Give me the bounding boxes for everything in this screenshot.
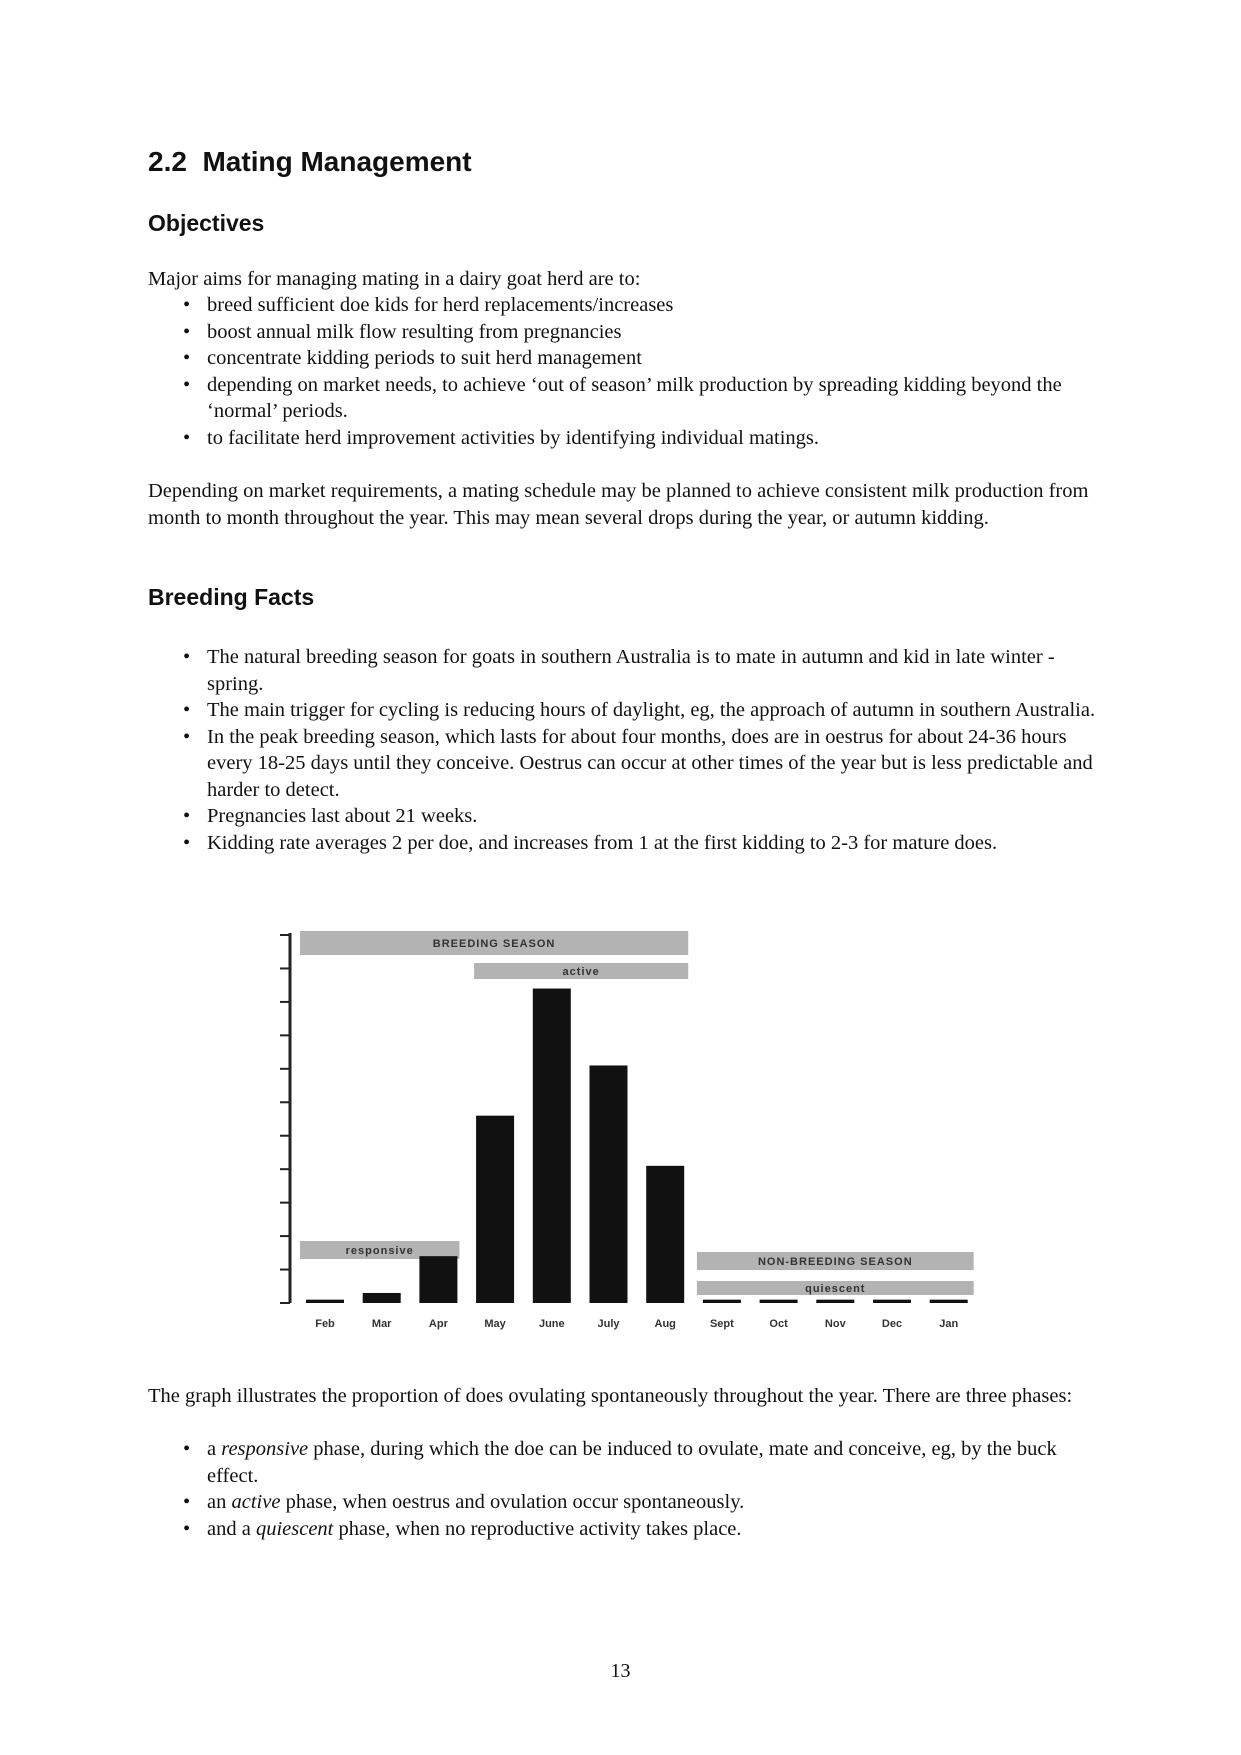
- bullet-icon: •: [183, 1438, 191, 1460]
- x-tick-label: July: [597, 1318, 620, 1330]
- objectives-intro: Major aims for managing mating in a dairy goat herd are to:: [148, 268, 641, 290]
- list-item: • The natural breeding season for goats in southern Australia is to mate in autumn and kid in late winter - spring.: [183, 646, 1055, 695]
- annotation-label: responsive: [345, 1245, 414, 1257]
- breeding-facts-list: [148, 644, 1108, 856]
- bar: [873, 1300, 911, 1303]
- bullet-icon: •: [183, 805, 191, 827]
- x-tick-label: Mar: [371, 1318, 392, 1330]
- x-tick-label: Nov: [824, 1318, 846, 1330]
- objectives-paragraph: Depending on market requirements, a mating schedule may be planned to achieve consistent milk production from month to month throughout the year. This may mean several drops during the year, or autumn kidding.: [148, 480, 1089, 529]
- list-item: • concentrate kidding periods to suit herd management: [148, 345, 1108, 372]
- bullet-icon: •: [183, 373, 191, 396]
- graph-intro: The graph illustrates the proportion of does ovulating spontaneously throughout the year. There are three phases:: [148, 1385, 1073, 1407]
- page-number: 13: [610, 1660, 631, 1682]
- bullet-icon: •: [183, 646, 191, 668]
- x-tick-label: May: [484, 1318, 506, 1330]
- phase-term: responsive: [221, 1438, 309, 1460]
- x-tick-label: Sept: [709, 1318, 734, 1330]
- bullet-icon: •: [183, 320, 191, 343]
- list-item: • to facilitate herd improvement activities by identifying individual matings.: [148, 425, 1108, 452]
- list-item: • and a quiescent phase, when no reproductive activity takes place.: [148, 1516, 1108, 1543]
- phase-term: quiescent: [255, 1517, 334, 1540]
- bullet-icon: •: [183, 347, 191, 369]
- bullet-icon: •: [183, 1517, 191, 1540]
- list-item: • depending on market needs, to achieve ‘out of season’ milk production by spreading kidding beyond the ‘normal’ periods.: [183, 373, 1062, 422]
- phase-term: active: [231, 1491, 281, 1513]
- bar: [306, 1300, 344, 1303]
- bar: [533, 989, 571, 1303]
- x-tick-label: June: [538, 1318, 565, 1330]
- bar: [930, 1300, 968, 1303]
- bullet-icon: •: [183, 294, 191, 316]
- section-title: 2.2 Mating Management: [148, 146, 472, 177]
- annotation-label: NON-BREEDING SEASON: [757, 1256, 913, 1268]
- annotation-label: quiescent: [805, 1283, 866, 1295]
- list-item: • an active phase, when oestrus and ovulation occur spontaneously.: [148, 1489, 1108, 1516]
- bar: [363, 1293, 401, 1303]
- objectives-heading: Objectives: [148, 210, 265, 236]
- breeding-facts-heading: Breeding Facts: [148, 584, 315, 610]
- x-tick-label: Jan: [939, 1318, 959, 1330]
- bar: [760, 1300, 798, 1303]
- bullet-icon: •: [183, 426, 191, 449]
- bar: [476, 1116, 514, 1303]
- x-tick-label: Apr: [428, 1318, 448, 1330]
- list-item: • a responsive phase, during which the doe can be induced to ovulate, mate and conceive, eg, by the buck effect.: [183, 1438, 1057, 1487]
- bar: [703, 1300, 741, 1303]
- objectives-list: [148, 292, 1108, 451]
- bullet-icon: •: [183, 699, 191, 721]
- annotation-label: BREEDING SEASON: [432, 938, 556, 950]
- bar: [590, 1065, 628, 1303]
- chart-svg: [270, 925, 1010, 1345]
- x-tick-label: Feb: [315, 1318, 335, 1330]
- x-tick-label: Oct: [769, 1318, 788, 1330]
- bar: [419, 1256, 457, 1303]
- list-item: • The main trigger for cycling is reducing hours of daylight, eg, the approach of autumn in southern Australia.: [148, 697, 1108, 724]
- list-item: • breed sufficient doe kids for herd replacements/increases: [148, 292, 1108, 319]
- ovulation-chart: [270, 925, 1010, 1345]
- bar: [646, 1166, 684, 1303]
- annotation-label: active: [562, 966, 600, 978]
- x-tick-label: Aug: [654, 1318, 676, 1330]
- list-item: • boost annual milk flow resulting from pregnancies: [148, 319, 1108, 346]
- list-item: • Pregnancies last about 21 weeks.: [148, 803, 1108, 830]
- phases-list: [148, 1436, 1108, 1542]
- x-tick-label: Dec: [881, 1318, 903, 1330]
- list-item: • In the peak breeding season, which lasts for about four months, does are in oestrus for about 24-36 hours every 18-25 days until they conceive. Oestrus can occur at other times of the year but is less predictable and harder to detect.: [183, 725, 1093, 801]
- bullet-icon: •: [183, 1491, 191, 1513]
- bullet-icon: •: [183, 831, 191, 854]
- bar: [816, 1300, 854, 1303]
- bullet-icon: •: [183, 725, 191, 748]
- list-item: • Kidding rate averages 2 per doe, and increases from 1 at the first kidding to 2-3 for mature does.: [148, 830, 1108, 857]
